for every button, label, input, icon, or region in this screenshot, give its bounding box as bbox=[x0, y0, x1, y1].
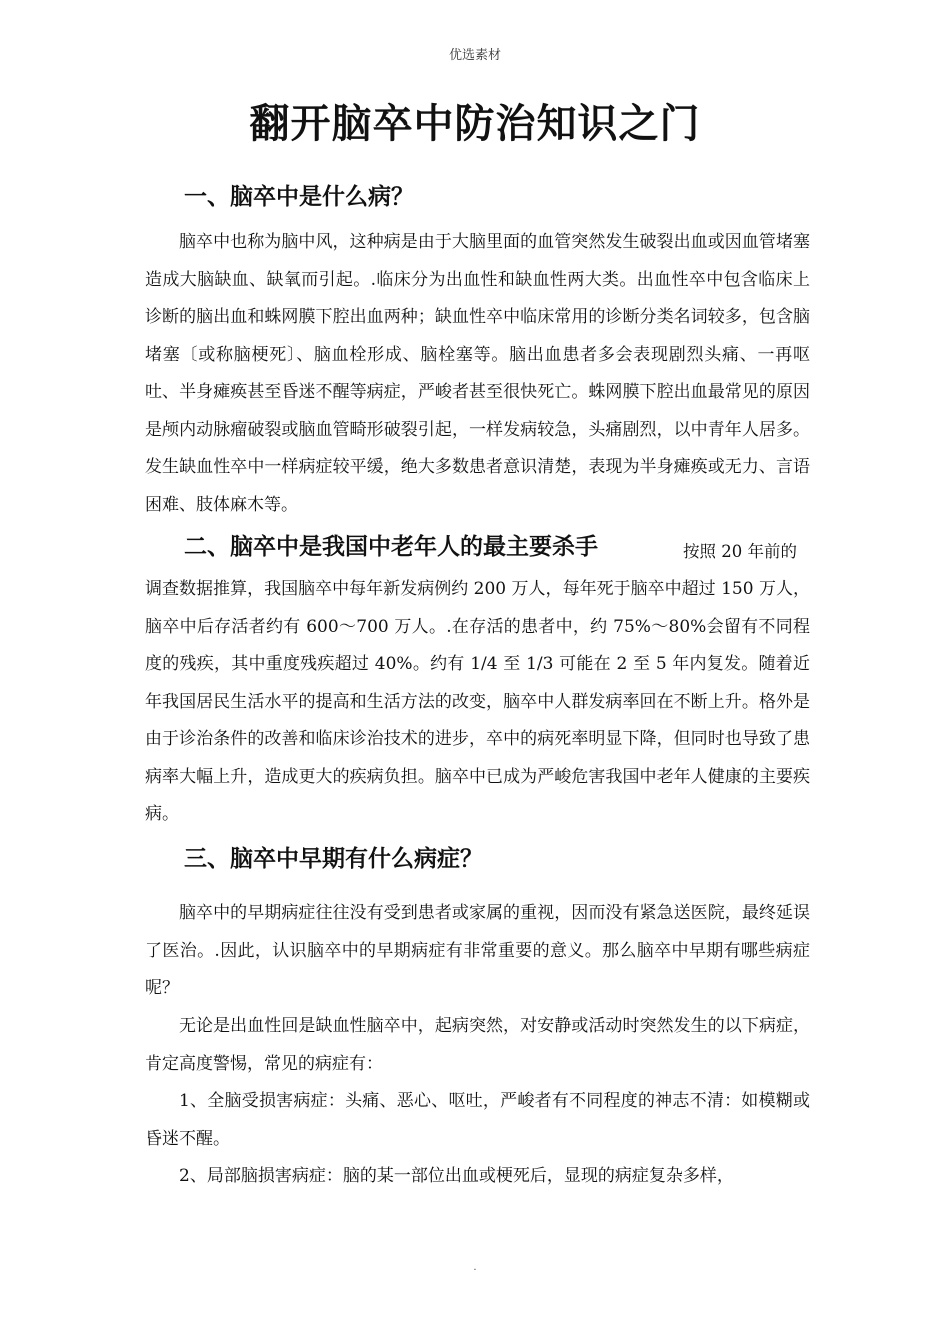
section2-paragraph: 调查数据推算，我国脑卒中每年新发病例约 200 万人，每年死于脑卒中超过 150 万人，脑卒中后存活者约有 600～700 万人。.在存活的患者中，约 75%～80%会留有不同程度的残疾，其中重度残疾超过 40%。约有 1/4 至 1/3 可能在 2 至 5 年内复发。随着近年我国居民生活水平的提高和生活方法的改变，脑卒中人群发病率回在不断上升。格外是由于诊治条件的改善和临床诊治技术的进步，卒中的病死率明显下降，但同时也导致了患病率大幅上升，造成更大的疾病负担。脑卒中已成为严峻危害我国中老年人健康的主要疾病。 bbox=[145, 579, 810, 824]
section1-heading: 一、脑卒中是什么病？ bbox=[184, 184, 414, 210]
header-note: 优选素材 bbox=[448, 48, 501, 63]
section2-inline-start: 按照 20 年前的 bbox=[683, 542, 797, 561]
section3-paragraph-4: 2、局部脑损害病症：脑的某一部位出血或梗死后，显现的病症复杂多样， bbox=[179, 1166, 734, 1186]
section3-heading: 三、脑卒中早期有什么病症？ bbox=[184, 846, 483, 872]
section2-heading: 二、脑卒中是我国中老年人的最主要杀手 bbox=[184, 534, 598, 560]
section3-paragraph-1: 脑卒中的早期病症往往没有受到患者或家属的重视，因而没有紧急送医院，最终延误了医治。.因此，认识脑卒中的早期病症有非常重要的意义。那么脑卒中早期有哪些病症呢？ bbox=[145, 903, 810, 998]
section3-paragraph-2: 无论是出血性回是缺血性脑卒中，起病突然，对安静或活动时突然发生的以下病症，肯定高度警惕，常见的病症有： bbox=[145, 1016, 810, 1074]
document-title: 翻开脑卒中防治知识之门 bbox=[249, 101, 701, 147]
footer-page-mark: . bbox=[473, 1262, 477, 1273]
section3-paragraph-3: 1、全脑受损害病症：头痛、恶心、呕吐，严峻者有不同程度的神志不清：如模糊或昏迷不醒。 bbox=[145, 1091, 810, 1149]
section1-paragraph: 脑卒中也称为脑中风，这种病是由于大脑里面的血管突然发生破裂出血或因血管堵塞造成大脑缺血、缺氧而引起。.临床分为出血性和缺血性两大类。出血性卒中包含临床上诊断的脑出血和蛛网膜下腔出血两种；缺血性卒中临床常用的诊断分类名词较多，包含脑堵塞〔或称脑梗死〕、脑血栓形成、脑栓塞等。脑出血患者多会表现剧烈头痛、一再呕吐、半身瘫痪甚至昏迷不醒等病症，严峻者甚至很快死亡。蛛网膜下腔出血最常见的原因是颅内动脉瘤破裂或脑血管畸形破裂引起，一样发病较急，头痛剧烈，以中青年人居多。发生缺血性卒中一样病症较平缓，绝大多数患者意识清楚，表现为半身瘫痪或无力、言语困难、肢体麻木等。 bbox=[145, 232, 810, 515]
